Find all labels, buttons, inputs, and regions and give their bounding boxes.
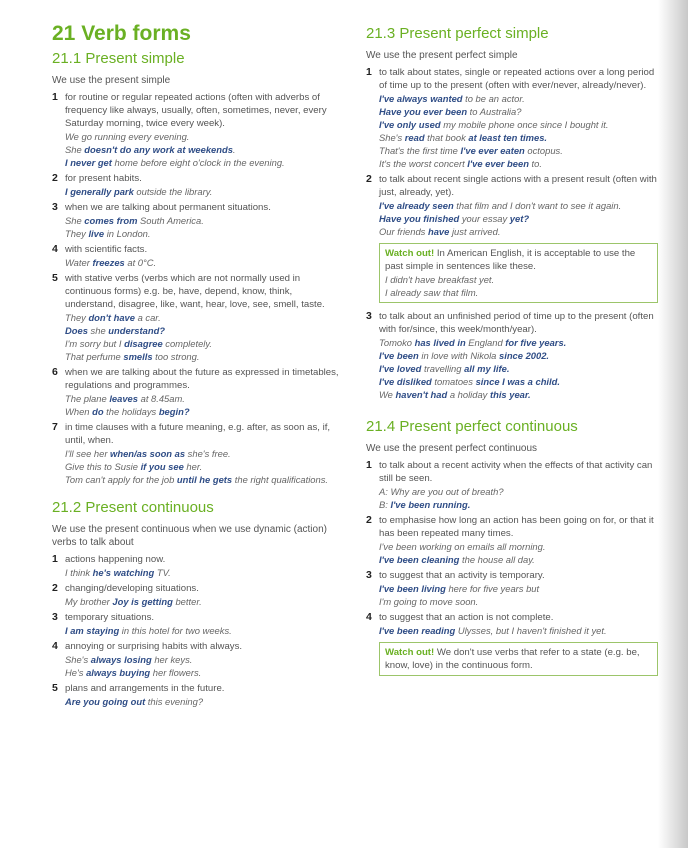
- section-heading-present-continuous: 21.2 Present continuous: [52, 499, 214, 516]
- example-highlight: Joy is getting: [112, 596, 173, 607]
- example-highlight: leaves: [109, 393, 138, 404]
- item-body: [379, 66, 658, 170]
- example-text: travelling: [421, 363, 465, 374]
- example-text: here for five years but: [445, 583, 540, 594]
- example-highlight: do: [92, 406, 104, 417]
- present-perfect-continuous-list: [366, 459, 658, 637]
- example-text: I think: [65, 567, 93, 578]
- example-text: Our friends: [379, 226, 428, 237]
- item-body: [65, 611, 344, 637]
- example-sentence: [379, 118, 658, 131]
- example-sentence: [65, 130, 344, 143]
- example-text: in this hotel for two weeks.: [119, 625, 232, 636]
- example-text: tomatoes: [431, 376, 476, 387]
- list-item: [366, 611, 658, 637]
- example-text: Ulysses, but I haven't finished it yet.: [455, 625, 607, 636]
- item-body: [65, 172, 344, 198]
- list-item: [52, 611, 344, 637]
- item-text: to talk about a recent activity when the effects of that activity can still be seen.: [379, 460, 653, 484]
- example-text: her.: [183, 461, 203, 472]
- list-item: [52, 682, 344, 708]
- example-highlight: I've been reading: [379, 625, 456, 636]
- item-body: [65, 640, 344, 679]
- example-highlight: this year.: [489, 389, 531, 400]
- example-highlight: I've only used: [379, 119, 441, 130]
- example-text: that film and I don't want to see it again.: [453, 200, 622, 211]
- example-sentence: [379, 582, 658, 595]
- example-text: better.: [172, 596, 202, 607]
- example-text: that book: [424, 132, 469, 143]
- example-sentence: [379, 336, 658, 349]
- watch-out-label: Watch out!: [385, 647, 435, 658]
- example-text: Tom can't apply for the job: [65, 474, 177, 485]
- example-sentence: [379, 375, 658, 388]
- example-highlight: all my life.: [464, 363, 510, 374]
- example-sentence: [379, 595, 658, 608]
- example-highlight: for five years.: [505, 337, 567, 348]
- section-intro: We use the present perfect simple: [366, 50, 518, 61]
- example-highlight: I've loved: [379, 363, 422, 374]
- example-highlight: always buying: [86, 667, 151, 678]
- item-body: [379, 514, 658, 566]
- example-text: her flowers.: [150, 667, 202, 678]
- item-number: 3: [366, 310, 372, 322]
- left-column: [52, 22, 344, 711]
- item-number: 5: [52, 272, 58, 284]
- example-sentence: [379, 105, 658, 118]
- item-text: for routine or regular repeated actions (often with adverbs of frequency like always, usually, often, sometimes, never, every Saturday morning, twice every week).: [65, 92, 327, 129]
- item-number: 7: [52, 421, 58, 433]
- example-text: I'm sorry but I: [65, 338, 125, 349]
- item-number: 1: [52, 91, 58, 103]
- item-body: [65, 553, 344, 579]
- example-text: the holidays: [103, 406, 159, 417]
- example-sentence: [379, 349, 658, 362]
- list-item: [52, 172, 344, 198]
- item-body: [379, 459, 658, 511]
- example-sentence: [379, 144, 658, 157]
- example-highlight: smells: [123, 351, 153, 362]
- example-highlight: haven't had: [395, 389, 448, 400]
- watch-out-box-american-english: [379, 243, 658, 303]
- example-text: He's: [65, 667, 87, 678]
- example-sentence: [379, 388, 658, 401]
- example-highlight: disagree: [124, 338, 163, 349]
- example-sentence: [65, 143, 344, 156]
- example-sentence: [65, 595, 344, 608]
- example-sentence: [65, 337, 344, 350]
- example-sentence: [65, 256, 344, 269]
- example-highlight: at least ten times.: [468, 132, 548, 143]
- example-highlight: I never get: [65, 157, 112, 168]
- item-text: with scientific facts.: [65, 244, 148, 255]
- section-heading-present-perfect-simple: 21.3 Present perfect simple: [366, 25, 549, 42]
- list-item: [366, 310, 658, 401]
- present-simple-list: [52, 91, 344, 486]
- example-sentence: [65, 156, 344, 169]
- example-text: completely.: [162, 338, 212, 349]
- example-text: She: [65, 215, 85, 226]
- example-highlight: I've ever been: [467, 158, 529, 169]
- example-highlight: I've been running.: [390, 499, 471, 510]
- example-sentence: [379, 553, 658, 566]
- example-highlight: don't have: [88, 312, 135, 323]
- example-highlight: I've been: [379, 350, 419, 361]
- item-body: [65, 682, 344, 708]
- example-sentence: [379, 225, 658, 238]
- item-text: to talk about states, single or repeated actions over a long period of time up to the present (often with ever/never, already/never).: [379, 67, 655, 91]
- page-edge-shadow: [658, 0, 688, 848]
- item-text: plans and arrangements in the future.: [65, 683, 225, 694]
- example-text: That perfume: [65, 351, 124, 362]
- list-item: [52, 582, 344, 608]
- unit-title: 21 Verb forms: [52, 22, 191, 45]
- present-perfect-simple-list: [366, 66, 658, 238]
- example-highlight: has lived in: [414, 337, 466, 348]
- example-sentence: [65, 566, 344, 579]
- example-highlight: read: [404, 132, 425, 143]
- list-item: [366, 569, 658, 608]
- watch-out-text: In American English, it is acceptable to use the past simple in sentences like these.: [385, 248, 636, 272]
- example-text: just arrived.: [449, 226, 501, 237]
- example-sentence: [65, 185, 344, 198]
- list-item: [52, 553, 344, 579]
- watch-out-box-stative-verbs: [379, 642, 658, 676]
- item-body: [65, 421, 344, 486]
- item-body: [379, 611, 658, 637]
- item-text: when we are talking about permanent situations.: [65, 202, 271, 213]
- example-highlight: begin?: [158, 406, 190, 417]
- example-text: the house all day.: [459, 554, 535, 565]
- item-text: in time clauses with a future meaning, e.g. after, as soon as, if, until, when.: [65, 422, 331, 446]
- item-number: 4: [52, 640, 58, 652]
- item-text: actions happening now.: [65, 554, 166, 565]
- example-highlight: freezes: [92, 257, 125, 268]
- example-sentence: [65, 460, 344, 473]
- list-item: [52, 91, 344, 169]
- example-sentence: [65, 350, 344, 363]
- example-sentence: [65, 227, 344, 240]
- item-text: for present habits.: [65, 173, 142, 184]
- item-body: [65, 91, 344, 169]
- example-text: It's the worst concert: [379, 158, 468, 169]
- item-text: to suggest that an activity is temporary.: [379, 570, 545, 581]
- example-highlight: if you see: [140, 461, 184, 472]
- example-sentence: [65, 473, 344, 486]
- example-highlight: I've disliked: [379, 376, 432, 387]
- example-text: When: [65, 406, 93, 417]
- item-text: to talk about an unfinished period of time up to the present (often with for/since, this week/month/year).: [379, 311, 654, 335]
- watch-out-label: Watch out!: [385, 248, 435, 259]
- section-heading-present-perfect-continuous: 21.4 Present perfect continuous: [366, 418, 578, 435]
- item-number: 2: [52, 582, 58, 594]
- example-sentence: [379, 157, 658, 170]
- item-text: to emphasise how long an action has been going on for, or that it has been repeated many times.: [379, 515, 654, 539]
- example-highlight: live: [88, 228, 105, 239]
- item-text: with stative verbs (verbs which are not normally used in continuous forms) e.g. be, have, depend, know, think, understand, disagree, like, want, hear, love, see, smell, taste.: [65, 273, 325, 310]
- example-text: A: Why are you out of breath?: [379, 486, 504, 497]
- example-highlight: I've ever eaten: [460, 145, 525, 156]
- list-item: [52, 640, 344, 679]
- example-highlight: I've been living: [379, 583, 446, 594]
- example-sentence: [65, 624, 344, 637]
- example-sentence: [379, 362, 658, 375]
- item-number: 2: [366, 514, 372, 526]
- list-item: [52, 421, 344, 486]
- right-column: [366, 22, 658, 683]
- example-text: she: [87, 325, 109, 336]
- example-text: in love with Nikola: [418, 350, 499, 361]
- example-highlight: Are you going out: [65, 696, 146, 707]
- list-item: [366, 66, 658, 170]
- example-highlight: Does: [65, 325, 88, 336]
- list-item: [366, 459, 658, 511]
- example-sentence: [379, 131, 658, 144]
- item-text: when we are talking about the future as expressed in timetables, regulations and programmes.: [65, 367, 339, 391]
- present-continuous-list: [52, 553, 344, 708]
- example-highlight: comes from: [84, 215, 138, 226]
- item-number: 2: [366, 173, 372, 185]
- item-number: 6: [52, 366, 58, 378]
- example-text: We go running every evening.: [65, 131, 190, 142]
- example-text: to.: [528, 158, 542, 169]
- item-body: [65, 582, 344, 608]
- example-highlight: doesn't do any work at weekends: [84, 144, 233, 155]
- item-number: 4: [52, 243, 58, 255]
- list-item: [52, 201, 344, 240]
- example-text: .: [232, 144, 236, 155]
- item-number: 1: [366, 66, 372, 78]
- item-body: [65, 272, 344, 363]
- item-text: annoying or surprising habits with always.: [65, 641, 243, 652]
- example-highlight: Have you finished: [379, 213, 460, 224]
- example-sentence: [379, 212, 658, 225]
- item-number: 3: [52, 201, 58, 213]
- item-body: [379, 569, 658, 608]
- example-highlight: I've been cleaning: [379, 554, 460, 565]
- example-text: My brother: [65, 596, 113, 607]
- example-highlight: always losing: [90, 654, 152, 665]
- example-highlight: he's watching: [92, 567, 155, 578]
- example-text: I've been working on emails all morning.: [379, 541, 546, 552]
- item-text: temporary situations.: [65, 612, 155, 623]
- example-text: They: [65, 228, 89, 239]
- example-text: I'll see her: [65, 448, 111, 459]
- example-text: South America.: [137, 215, 204, 226]
- list-item: [52, 243, 344, 269]
- item-body: [379, 173, 658, 238]
- example-text: England: [465, 337, 506, 348]
- section-intro: We use the present perfect continuous: [366, 443, 538, 454]
- item-text: changing/developing situations.: [65, 583, 199, 594]
- list-item: [52, 272, 344, 363]
- example-text: They: [65, 312, 89, 323]
- example-sentence: [65, 324, 344, 337]
- example-text: in London.: [104, 228, 151, 239]
- example-text: That's the first time: [379, 145, 461, 156]
- example-sentence: [65, 666, 344, 679]
- example-highlight: Have you ever been: [379, 106, 468, 117]
- example-text: at 8.45am.: [138, 393, 185, 404]
- example-text: B:: [379, 499, 391, 510]
- example-text: my mobile phone once since I bought it.: [440, 119, 609, 130]
- example-sentence: [379, 540, 658, 553]
- example-highlight: I am staying: [65, 625, 120, 636]
- item-number: 1: [366, 459, 372, 471]
- example-text: I'm going to move soon.: [379, 596, 479, 607]
- example-sentence: [65, 653, 344, 666]
- example-sentence: [65, 405, 344, 418]
- example-text: TV.: [154, 567, 171, 578]
- section-heading-present-simple: 21.1 Present simple: [52, 50, 185, 67]
- example-text: at 0°C.: [124, 257, 157, 268]
- example-text: your essay: [459, 213, 510, 224]
- item-text: to suggest that an action is not complete.: [379, 612, 554, 623]
- example-text: to Australia?: [467, 106, 522, 117]
- watch-out-text: We don't use verbs that refer to a state (e.g. be, know, love) in the continuous form.: [385, 647, 640, 671]
- example-text: too strong.: [152, 351, 200, 362]
- item-number: 2: [52, 172, 58, 184]
- list-item: [52, 366, 344, 418]
- example-highlight: understand?: [108, 325, 166, 336]
- example-text: She's: [379, 132, 405, 143]
- present-perfect-simple-list-continued: [366, 310, 658, 401]
- example-text: She's: [65, 654, 91, 665]
- example-text: Tomoko: [379, 337, 415, 348]
- example-text: the right qualifications.: [232, 474, 329, 485]
- example-highlight: I've already seen: [379, 200, 454, 211]
- item-body: [379, 310, 658, 401]
- item-body: [65, 366, 344, 418]
- example-text: to be an actor.: [462, 93, 525, 104]
- item-number: 5: [52, 682, 58, 694]
- example-text: a holiday: [447, 389, 490, 400]
- example-text: home before eight o'clock in the evening.: [111, 157, 285, 168]
- example-sentence: [65, 447, 344, 460]
- example-highlight: when/as soon as: [110, 448, 186, 459]
- watch-out-example: I already saw that film.: [385, 287, 479, 298]
- watch-out-example: I didn't have breakfast yet.: [385, 274, 495, 285]
- example-sentence: [379, 498, 658, 511]
- section-intro: We use the present continuous when we use dynamic (action) verbs to talk about: [52, 524, 327, 548]
- example-highlight: since I was a child.: [475, 376, 560, 387]
- item-body: [65, 243, 344, 269]
- example-text: outside the library.: [133, 186, 213, 197]
- example-text: The plane: [65, 393, 110, 404]
- example-sentence: [65, 392, 344, 405]
- example-text: octopus.: [524, 145, 563, 156]
- example-text: Give this to Susie: [65, 461, 141, 472]
- item-number: 3: [366, 569, 372, 581]
- item-number: 4: [366, 611, 372, 623]
- example-text: We: [379, 389, 396, 400]
- example-highlight: since 2002.: [499, 350, 550, 361]
- example-sentence: [379, 624, 658, 637]
- item-number: 3: [52, 611, 58, 623]
- item-number: 1: [52, 553, 58, 565]
- item-body: [65, 201, 344, 240]
- example-text: her keys.: [151, 654, 193, 665]
- list-item: [366, 173, 658, 238]
- list-item: [366, 514, 658, 566]
- example-sentence: [379, 199, 658, 212]
- example-text: she's free.: [185, 448, 231, 459]
- example-sentence: [65, 695, 344, 708]
- example-highlight: I've always wanted: [379, 93, 463, 104]
- example-highlight: have: [427, 226, 450, 237]
- example-highlight: yet?: [509, 213, 530, 224]
- section-intro: We use the present simple: [52, 75, 171, 86]
- example-sentence: [65, 311, 344, 324]
- example-highlight: until he gets: [176, 474, 233, 485]
- example-sentence: [65, 214, 344, 227]
- example-sentence: [379, 485, 658, 498]
- item-text: to talk about recent single actions with a present result (often with just, already, yet).: [379, 174, 657, 198]
- example-text: this evening?: [145, 696, 204, 707]
- example-text: a car.: [134, 312, 161, 323]
- example-text: Water: [65, 257, 93, 268]
- example-sentence: [379, 92, 658, 105]
- example-text: She: [65, 144, 85, 155]
- example-highlight: I generally park: [65, 186, 134, 197]
